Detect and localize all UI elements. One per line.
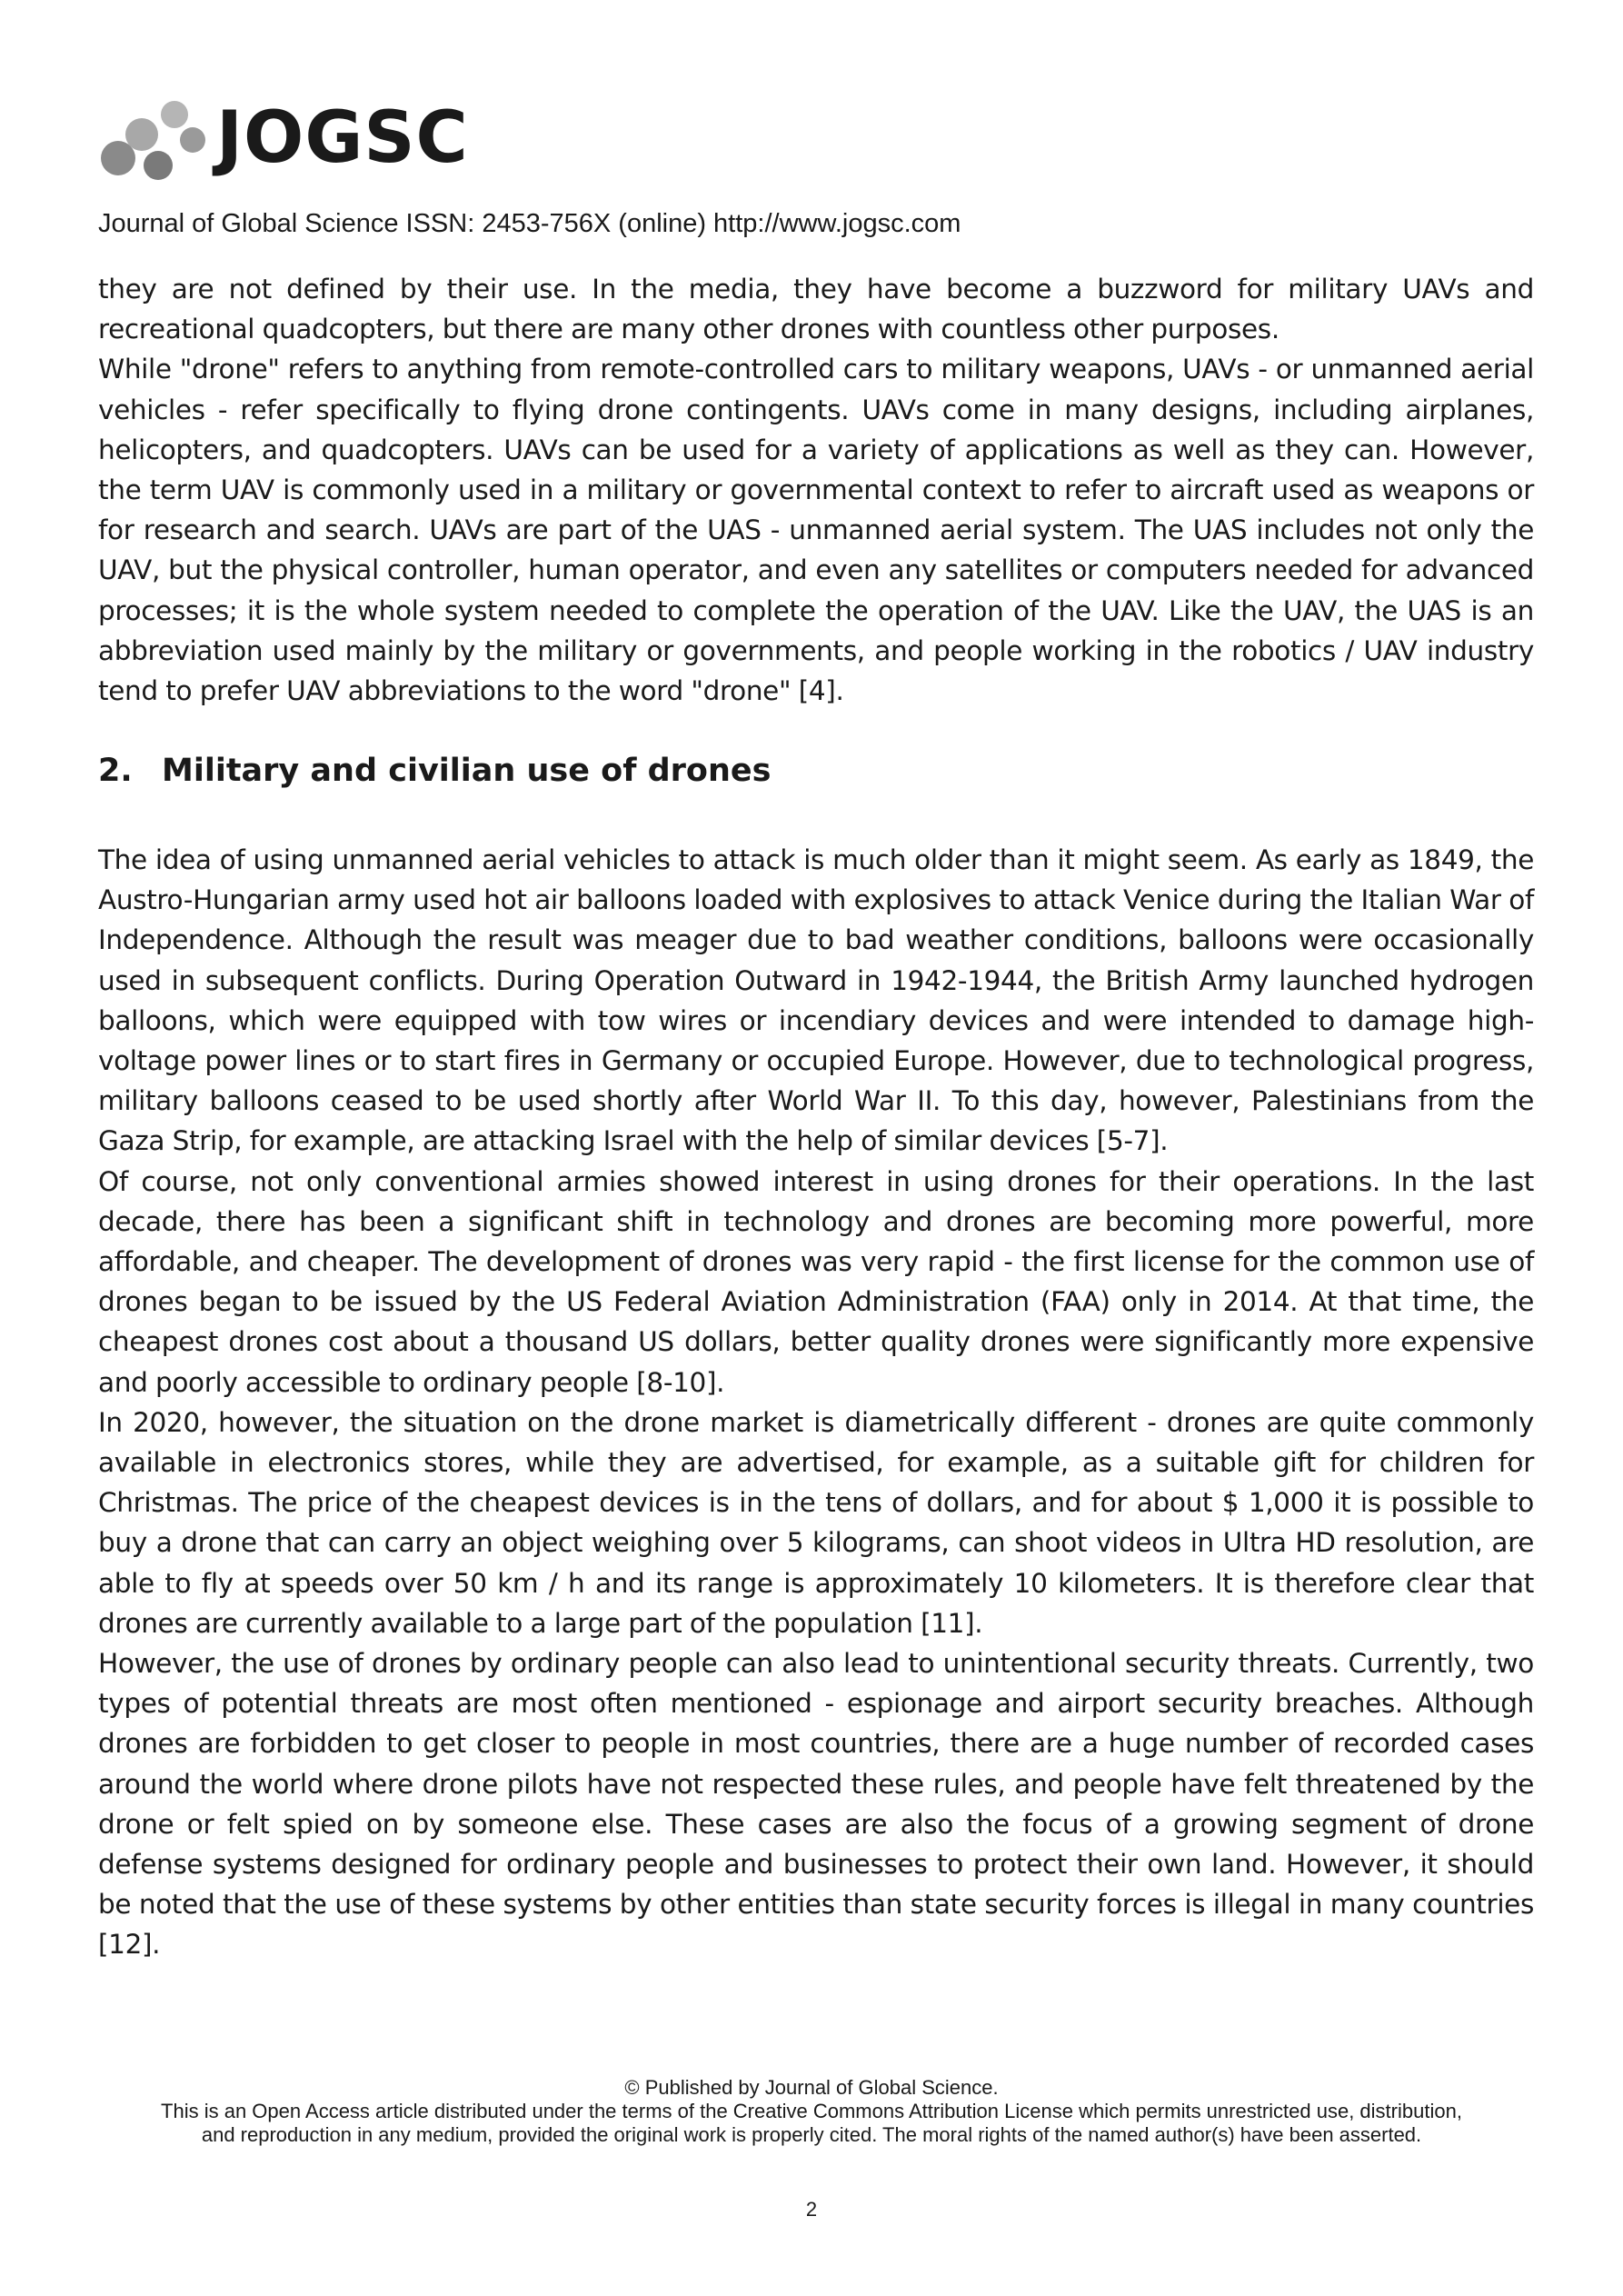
page-number: 2	[805, 2198, 818, 2221]
license-footer	[82, 2076, 1541, 2147]
footer-line: © Published by Journal of Global Science.	[624, 2076, 999, 2099]
section-heading	[98, 753, 771, 789]
footer-line: and reproduction in any medium, provided the original work is properly cited. The moral rights of the named author(s) have been asserted.	[201, 2123, 1422, 2146]
footer-line: This is an Open Access article distributed under the terms of the Creative Commons Attribution License which permits unrestricted use, distribution,	[161, 2100, 1462, 2122]
section-number: 2.	[98, 753, 133, 789]
paragraph: The idea of using unmanned aerial vehicles to attack is much older than it might seem. As early as 1849, the Austro-Hungarian army used hot air balloons loaded with explosives to attack Venice during the Italian War of Independence. Although the result was meager due to bad weather conditions, balloons were occasionally used in subsequent conflicts. During Operation Outward in 1942-1944, the British Army launched hydrogen balloons, which were equipped with tow wires or incendiary devices and were intended to damage high-voltage power lines or to start fires in Germany or occupied Europe. However, due to technological progress, military balloons ceased to be used shortly after World War II. To this day, however, Palestinians from the Gaza Strip, for example, are attacking Israel with the help of similar devices [5-7].	[98, 844, 1534, 1157]
paragraph: However, the use of drones by ordinary people can also lead to unintentional security threats. Currently, two types of potential threats are most often mentioned - espionage and airport security breaches. Although drones are forbidden to get closer to people in most countries, there are a huge number of recorded cases around the world where drone pilots have not respected these rules, and people have felt threatened by the drone or felt spied on by someone else. These cases are also the focus of a growing segment of drone defense systems designed for ordinary people and businesses to protect their own land. However, it should be noted that the use of these systems by other entities than state security forces is illegal in many countries [12].	[98, 1648, 1534, 1961]
logo-text: JOGSC	[216, 97, 469, 179]
intro-text	[98, 269, 1534, 711]
paragraph: While "drone" refers to anything from remote-controlled cars to military weapons, UAVs - or unmanned aerial vehicles - refer specifically to flying drone contingents. UAVs come in many designs, including airplanes, helicopters, and quadcopters. UAVs can be used for a variety of applications as well as they can. However, the term UAV is commonly used in a military or governmental context to refer to aircraft used as weapons or for research and search. UAVs are part of the UAS - unmanned aerial system. The UAS includes not only the UAV, but the physical controller, human operator, and even any satellites or computers needed for advanced processes; it is the whole system needed to complete the operation of the UAV. Like the UAV, the UAS is an abbreviation used mainly by the military or governments, and people working in the robotics / UAV industry tend to prefer UAV abbreviations to the word "drone" [4].	[98, 354, 1534, 707]
section-title: Military and civilian use of drones	[162, 753, 772, 789]
molecule-logo-icon	[98, 95, 211, 182]
journal-info: Journal of Global Science ISSN: 2453-756X (online) http://www.jogsc.com	[98, 209, 961, 238]
paragraph: they are not defined by their use. In the media, they have become a buzzword for military UAVs and recreational quadcopters, but there are many other drones with countless other purposes.	[98, 274, 1534, 345]
section-text	[98, 840, 1534, 1965]
paragraph: Of course, not only conventional armies showed interest in using drones for their operations. In the last decade, there has been a significant shift in technology and drones are becoming more powerful, more affordable, and cheaper. The development of drones was very rapid - the first license for the common use of drones began to be issued by the US Federal Aviation Administration (FAA) only in 2014. At that time, the cheapest drones cost about a thousand US dollars, better quality drones were significantly more expensive and poorly accessible to ordinary people [8-10].	[98, 1165, 1534, 1398]
journal-logo	[98, 95, 469, 182]
paragraph: In 2020, however, the situation on the drone market is diametrically different - drones are quite commonly available in electronics stores, while they are advertised, for example, as a suitable gift for children for Christmas. The price of the cheapest devices is in the tens of dollars, and for about $ 1,000 it is possible to buy a drone that can carry an object weighing over 5 kilograms, can shoot videos in Ultra HD resolution, are able to fly at speeds over 50 km / h and its range is approximately 10 kilometers. It is therefore clear that drones are currently available to a large part of the population [11].	[98, 1406, 1534, 1639]
